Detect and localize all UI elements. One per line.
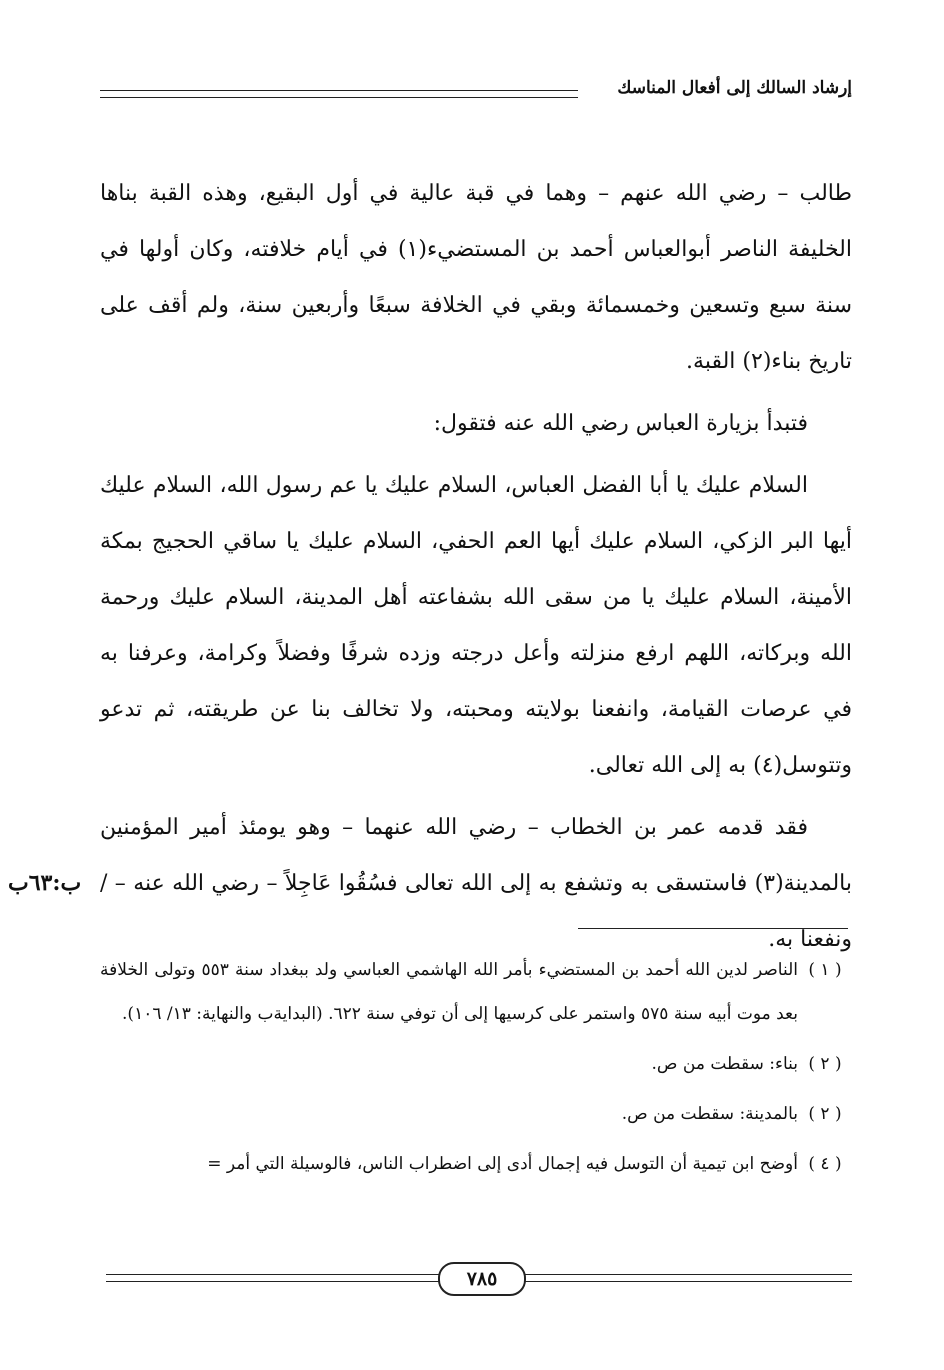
footer-rule-left	[106, 1274, 442, 1282]
footnote-number: ( ٤ )	[808, 1154, 842, 1174]
footnote-item	[100, 948, 852, 1036]
footnote-separator	[578, 928, 848, 929]
footnote-text: الناصر لدين الله أحمد بن المستضيء بأمر الله الهاشمي العباسي ولد ببغداد سنة ٥٥٣ وتولى الخلافة بعد موت أبيه سنة ٥٧٥ واستمر على كرسيها إلى أن توفي سنة ٦٢٢. (البدايةب والنهاية: ١٣/ ١٠٦).	[100, 960, 798, 1024]
page-number: ٧٨٥	[438, 1262, 526, 1296]
footnote-item	[100, 1042, 852, 1086]
paragraph-2: فتبدأ بزيارة العباس رضي الله عنه فتقول:	[433, 411, 808, 436]
paragraph-4: فقد قدمه عمر بن الخطاب – رضي الله عنهما – وهو يومئذ أمير المؤمنين بالمدينة(٣) فاستسقى به وتشفع به إلى الله تعالى فسُقُوا عَاجِلاً – رضي الله عنه – / ونفعنا به.	[100, 815, 852, 952]
footnote-text: بناء: سقطت من ص.	[651, 1054, 798, 1074]
footnotes	[100, 948, 852, 1192]
header-double-rule	[100, 90, 578, 98]
paragraph-1: طالب – رضي الله عنهم – وهما في قبة عالية في أول البقيع، وهذه القبة بناها الخليفة الناصر أبوالعباس أحمد بن المستضيء(١) في أيام خلافته، وكان أولها في سنة سبع وتسعين وخمسمائة وبقي في الخلافة سبعًا وأربعين سنة، ولم أقف على تاريخ بناء(٢) القبة.	[100, 181, 852, 374]
running-header	[100, 72, 852, 112]
footnote-number: ( ١ )	[808, 960, 842, 980]
manuscript-folio-marker: ب:٦٣ب	[8, 870, 82, 896]
footnote-text: بالمدينة: سقطت من ص.	[621, 1104, 798, 1124]
footnote-item	[100, 1092, 852, 1136]
footnote-item	[100, 1142, 852, 1186]
running-header-title: إرشاد السالك إلى أفعال المناسك	[617, 78, 852, 98]
page-footer	[100, 1262, 852, 1302]
footnote-number: ( ٢ )	[808, 1104, 842, 1124]
footnote-text: أوضح ابن تيمية أن التوسل فيه إجمال أدى إلى اضطراب الناس، فالوسيلة التي أمر =	[207, 1154, 798, 1174]
main-text	[100, 166, 852, 974]
paragraph-3: السلام عليك يا أبا الفضل العباس، السلام عليك يا عم رسول الله، السلام عليك أيها البر الزكي، السلام عليك أيها العم الحفي، السلام عليك يا ساقي الحجيج بمكة الأمينة، السلام عليك يا من سقى الله بشفاعته أهل المدينة، السلام عليك ورحمة الله وبركاته، اللهم ارفع منزلته وأعل درجته وزده شرفًا وفضلاً وكرامة، وعرفنا به في عرصات القيامة، وانفعنا بولايته ومحبته، ولا تخالف بنا عن طريقته، ثم تدعو وتتوسل(٤) به إلى الله تعالى.	[100, 473, 852, 778]
footnote-number: ( ٢ )	[808, 1054, 842, 1074]
footer-rule-right	[516, 1274, 852, 1282]
